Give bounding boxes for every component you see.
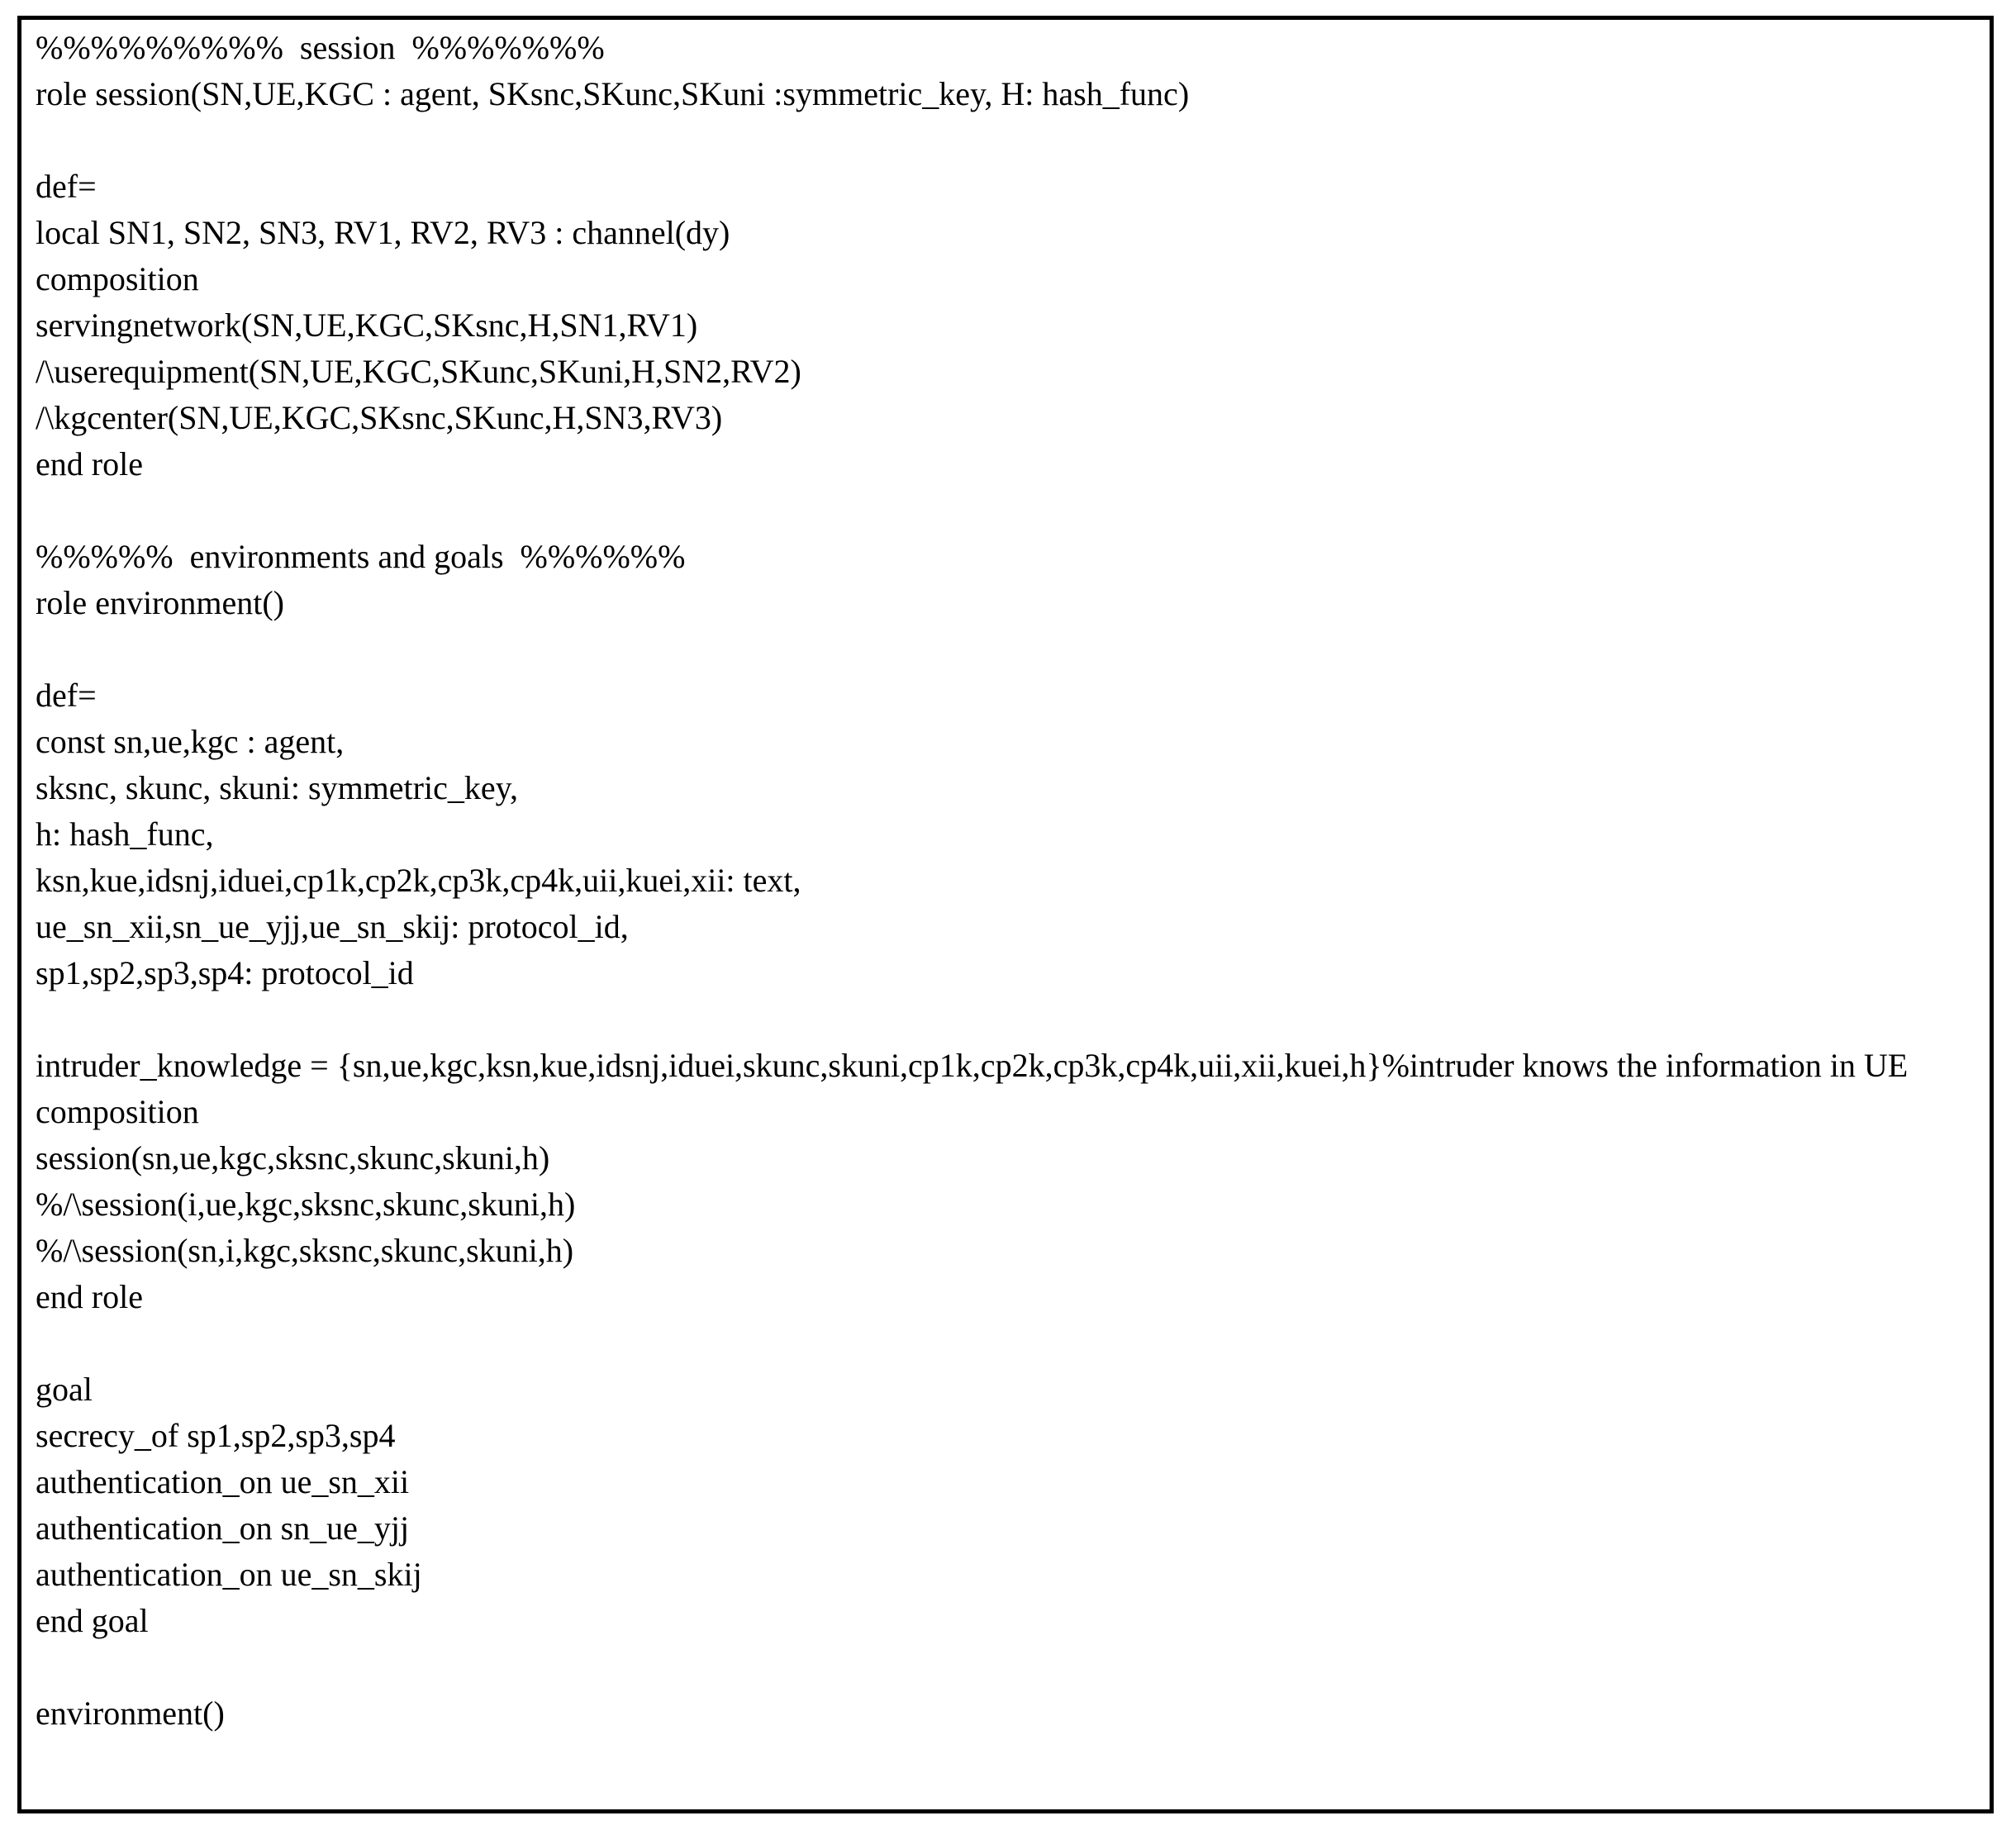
code-line: %%%%% environments and goals %%%%%%: [36, 538, 686, 575]
code-line: const sn,ue,kgc : agent,: [36, 723, 345, 760]
code-line-blank: [36, 487, 1981, 534]
code-line: session(sn,ue,kgc,sksnc,skunc,skuni,h): [36, 1139, 550, 1176]
code-line: servingnetwork(SN,UE,KGC,SKsnc,H,SN1,RV1): [36, 307, 698, 344]
code-line: ue_sn_xii,sn_ue_yjj,ue_sn_skij: protocol_id,: [36, 908, 629, 945]
code-line: %/\session(sn,i,kgc,sksnc,skunc,skuni,h): [36, 1232, 574, 1269]
code-line: end role: [36, 1278, 143, 1315]
code-line: composition: [36, 1093, 199, 1130]
code-line: ksn,kue,idsnj,iduei,cp1k,cp2k,cp3k,cp4k,uii,kuei,xii: text,: [36, 862, 801, 899]
code-line: end role: [36, 445, 143, 482]
code-line: goal: [36, 1371, 93, 1408]
code-line: def=: [36, 168, 97, 205]
code-line-blank: [36, 996, 1981, 1043]
code-line: /\userequipment(SN,UE,KGC,SKunc,SKuni,H,SN2,RV2): [36, 353, 801, 390]
code-line: composition: [36, 260, 199, 297]
code-line: sksnc, skunc, skuni: symmetric_key,: [36, 769, 519, 806]
code-line: authentication_on ue_sn_skij: [36, 1556, 422, 1593]
code-line-blank: [36, 1644, 1981, 1690]
code-line: def=: [36, 677, 97, 714]
code-line: role session(SN,UE,KGC : agent, SKsnc,SKunc,SKuni :symmetric_key, H: hash_func): [36, 75, 1190, 112]
code-line: %%%%%%%%% session %%%%%%%: [36, 29, 605, 66]
code-line: end goal: [36, 1602, 149, 1639]
code-line: h: hash_func,: [36, 815, 214, 853]
code-line: intruder_knowledge = {sn,ue,kgc,ksn,kue,idsnj,iduei,skunc,skuni,cp1k,cp2k,cp3k,cp4k,uii,xii,kuei,h}%intruder knows the information in UE: [36, 1047, 1909, 1084]
code-line: local SN1, SN2, SN3, RV1, RV2, RV3 : channel(dy): [36, 214, 730, 251]
code-listing: [36, 25, 1981, 1737]
code-frame-border: [17, 16, 1994, 1813]
code-line: secrecy_of sp1,sp2,sp3,sp4: [36, 1417, 396, 1454]
code-line-blank: [36, 117, 1981, 164]
code-line-blank: [36, 1320, 1981, 1367]
code-line: /\kgcenter(SN,UE,KGC,SKsnc,SKunc,H,SN3,RV3): [36, 399, 723, 436]
code-line: sp1,sp2,sp3,sp4: protocol_id: [36, 954, 414, 991]
code-line: %/\session(i,ue,kgc,sksnc,skunc,skuni,h): [36, 1186, 576, 1223]
code-line: role environment(): [36, 584, 284, 621]
code-line: authentication_on sn_ue_yjj: [36, 1509, 410, 1547]
code-line: environment(): [36, 1695, 225, 1732]
code-line: authentication_on ue_sn_xii: [36, 1463, 410, 1500]
code-line-blank: [36, 626, 1981, 673]
